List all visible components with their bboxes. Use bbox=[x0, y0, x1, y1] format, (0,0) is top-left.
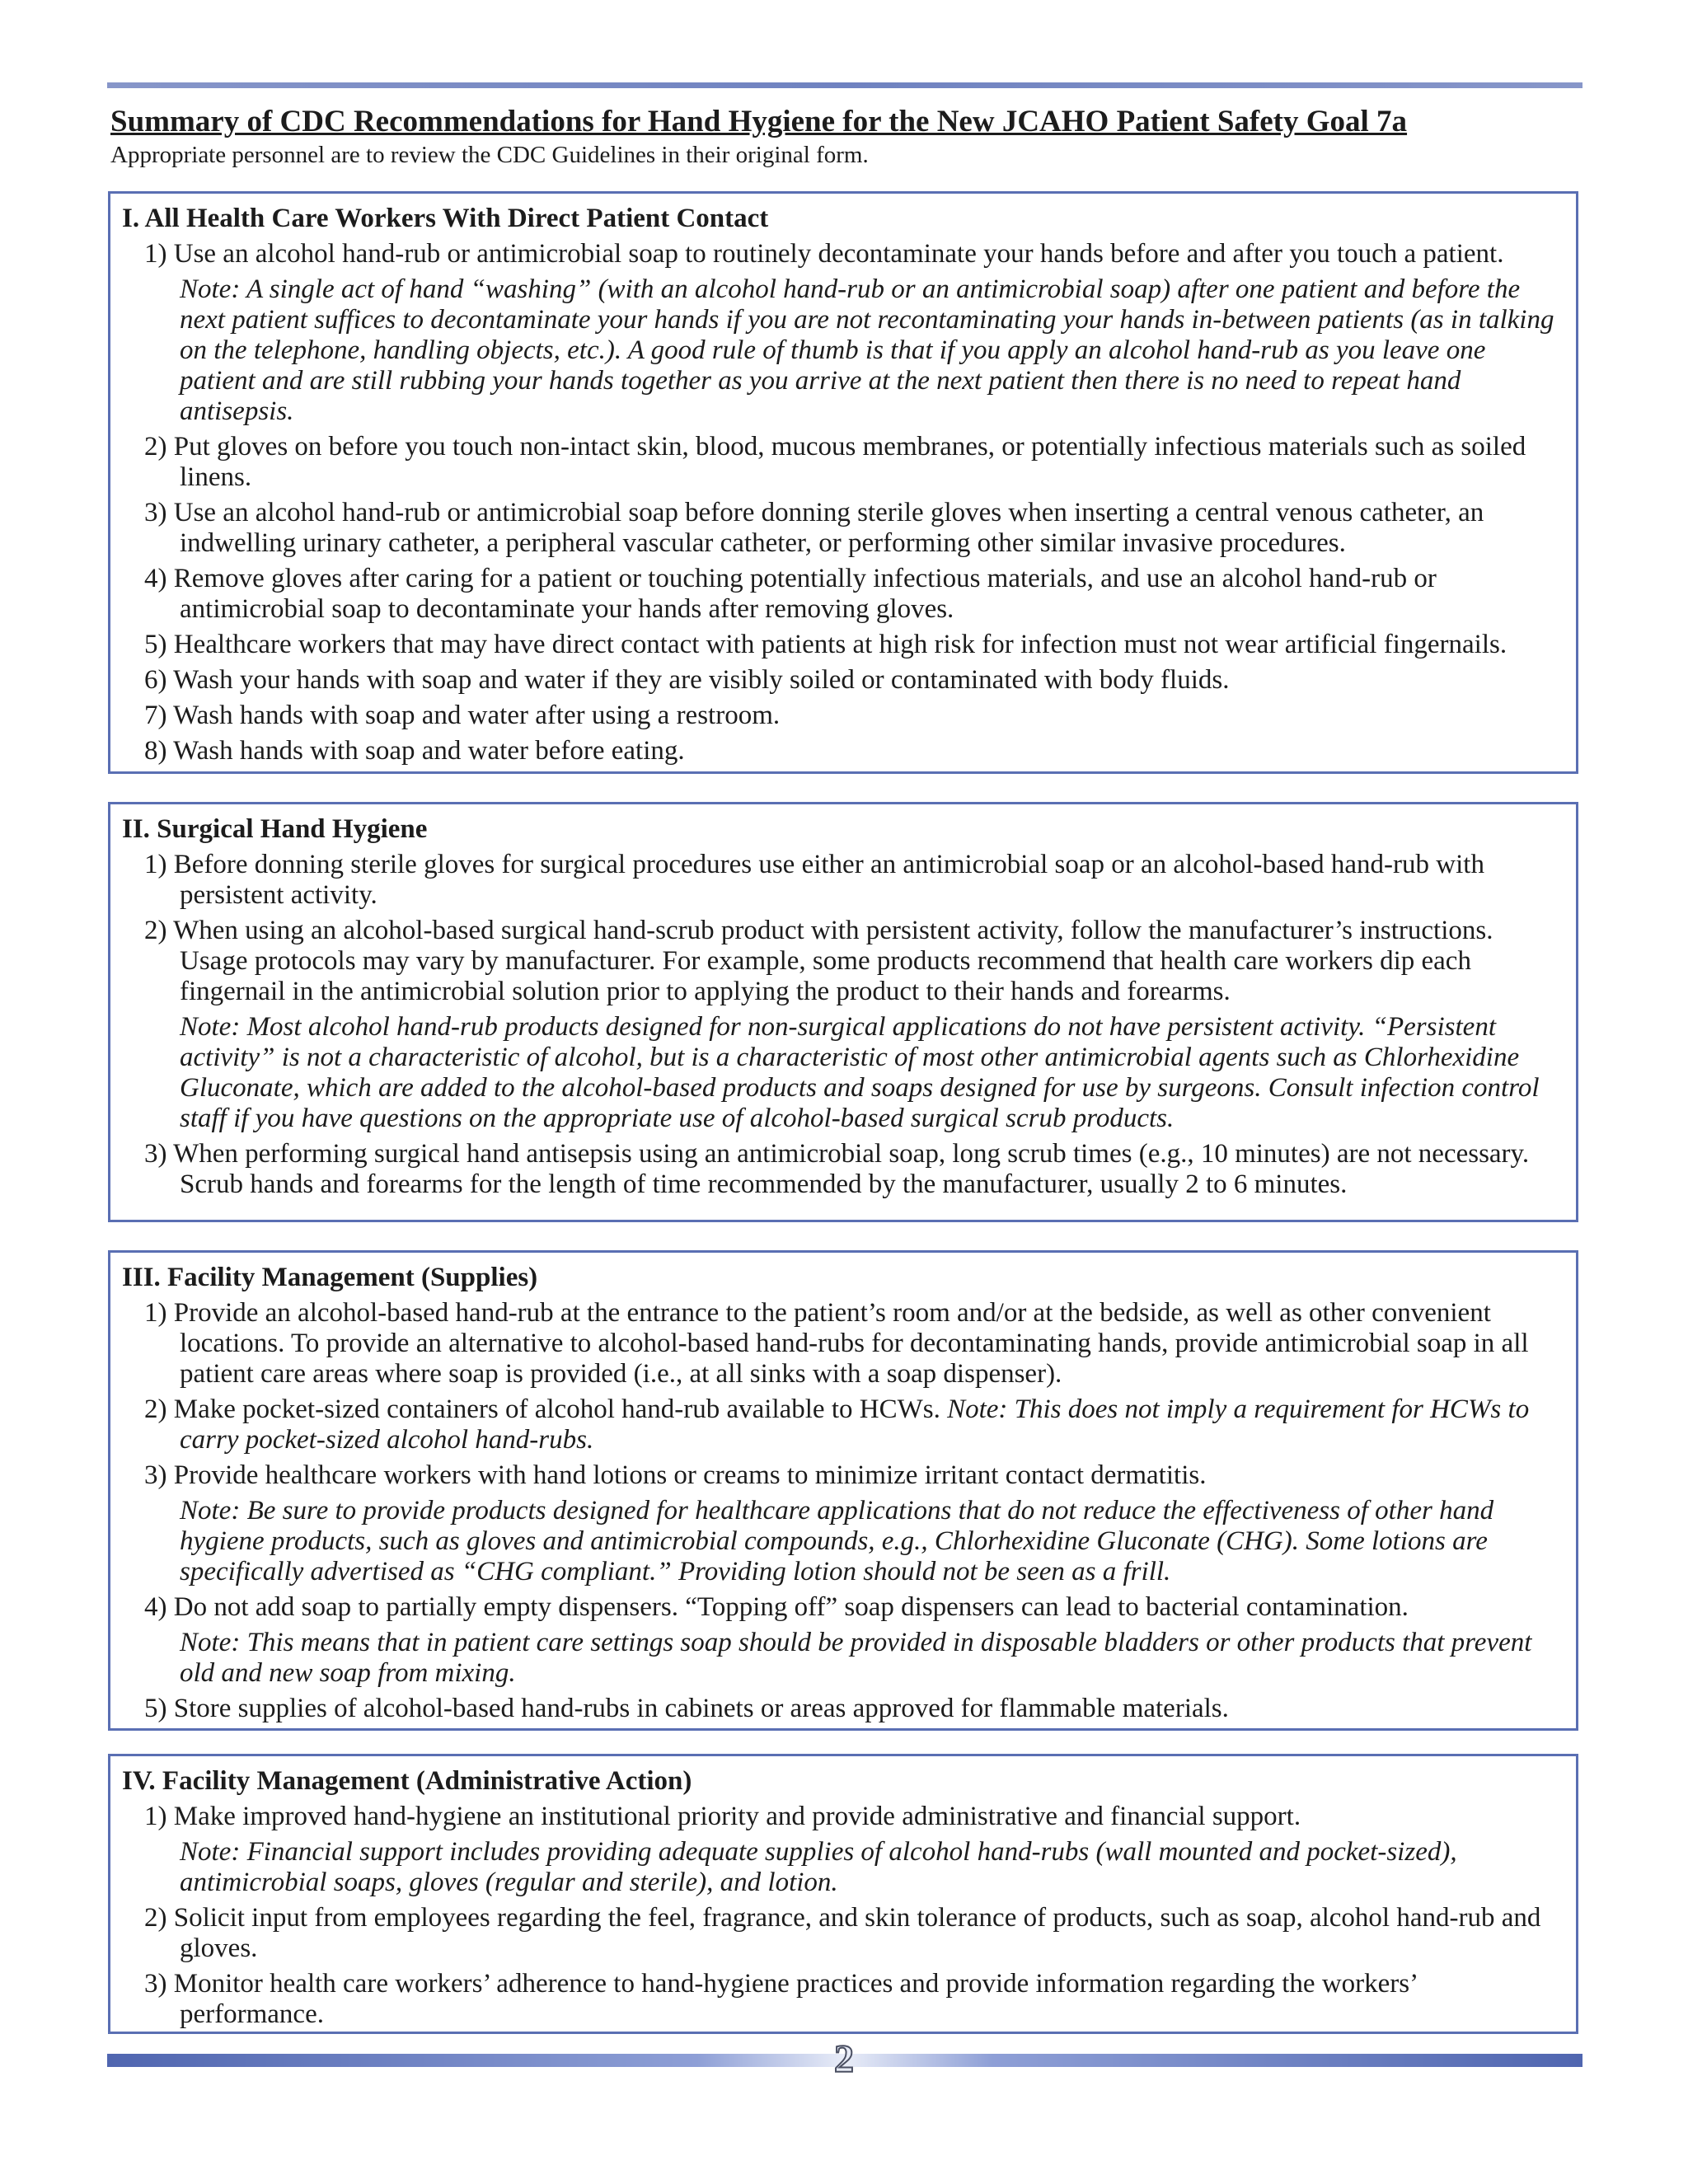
list-item: 7) Wash hands with soap and water after using a restroom. bbox=[144, 701, 781, 730]
section-title: IV. Facility Management (Administrative Action) bbox=[122, 1766, 692, 1796]
list-item: 6) Wash your hands with soap and water if they are visibly soiled or contaminated with body fluids. bbox=[144, 665, 1230, 695]
page-number: 2 bbox=[834, 2037, 854, 2081]
section-title: III. Facility Management (Supplies) bbox=[122, 1263, 538, 1292]
item-note: Note: Most alcohol hand-rub products designed for non-surgical applications do not have persistent activity. “Persistent activity” is not a characteristic of alcohol, but is a characteristic of most other antimicrobial agents such as Chlorhexidine Gluconate, which are added to the alcohol-based products and soaps designed for use by surgeons. Consult infection control staff if you have questions on the appropriate use of alcohol-based surgical scrub products. bbox=[180, 1012, 1540, 1133]
list-item: 1) Make improved hand-hygiene an institutional priority and provide administrative and financial support. bbox=[144, 1802, 1301, 1831]
section-surgical-hand-hygiene bbox=[108, 802, 1578, 1222]
list-item: 8) Wash hands with soap and water before eating. bbox=[144, 736, 685, 766]
section-title: I. All Health Care Workers With Direct Patient Contact bbox=[122, 204, 769, 233]
page-header bbox=[110, 104, 1586, 170]
list-item: 2) When using an alcohol-based surgical hand-scrub product with persistent activity, follow the manufacturer’s instructions. Usage protocols may vary by manufacturer. For example, some products recommend that health care workers dip each fingernail in the antimicrobial solution prior to applying the product to their hands and forearms. bbox=[144, 916, 1493, 1006]
section-title: II. Surgical Hand Hygiene bbox=[122, 814, 428, 844]
list-item: 1) Provide an alcohol-based hand-rub at the entrance to the patient’s room and/or at the bedside, as well as other convenient locations. To provide an alternative to alcohol-based hand-rubs for decontaminating hands, provide antimicrobial soap in all patient care areas where soap is provided (i.e., at all sinks with a soap dispenser). bbox=[144, 1298, 1529, 1389]
item-note: Note: A single act of hand “washing” (with an alcohol hand-rub or an antimicrobial soap) after one patient and before the next patient suffices to decontaminate your hands if you are not recontaminating your hands in-between patients (as in talking on the telephone, handling objects, etc.). A good rule of thumb is that if you apply an alcohol hand-rub as you leave one patient and are still rubbing your hands together as you arrive at the next patient then there is no need to repeat hand antisepsis. bbox=[180, 274, 1554, 426]
list-item: 3) Provide healthcare workers with hand lotions or creams to minimize irritant contact dermatitis. bbox=[144, 1460, 1207, 1490]
list-item: 3) Use an alcohol hand-rub or antimicrobial soap before donning sterile gloves when inserting a central venous catheter, an indwelling urinary catheter, a peripheral vascular catheter, or performing other similar invasive procedures. bbox=[144, 498, 1484, 558]
page-subtitle: Appropriate personnel are to review the CDC Guidelines in their original form. bbox=[110, 142, 869, 168]
list-item: 5) Store supplies of alcohol-based hand-rubs in cabinets or areas approved for flammable materials. bbox=[144, 1694, 1229, 1723]
page-title: Summary of CDC Recommendations for Hand Hygiene for the New JCAHO Patient Safety Goal 7a bbox=[110, 105, 1408, 138]
list-item: 4) Remove gloves after caring for a patient or touching potentially infectious materials, and use an alcohol hand-rub or antimicrobial soap to decontaminate your hands after removing gloves. bbox=[144, 564, 1437, 624]
list-item: 5) Healthcare workers that may have direct contact with patients at high risk for infection must not wear artificial fingernails. bbox=[144, 630, 1507, 659]
section-direct-patient-contact bbox=[108, 191, 1578, 774]
list-item: 2) Solicit input from employees regarding the feel, fragrance, and skin tolerance of products, such as soap, alcohol hand-rub and gloves. bbox=[144, 1903, 1541, 1963]
item-text: 2) Make pocket-sized containers of alcohol hand-rub available to HCWs. bbox=[144, 1394, 940, 1424]
section-facility-administrative bbox=[108, 1754, 1578, 2034]
list-item: 4) Do not add soap to partially empty dispensers. “Topping off” soap dispensers can lead to bacterial contamination. bbox=[144, 1592, 1409, 1622]
list-item: 1) Before donning sterile gloves for surgical procedures use either an antimicrobial soap or an alcohol-based hand-rub with persistent activity. bbox=[144, 850, 1484, 910]
item-inline-note: Note: This does not imply a requirement for HCWs to carry pocket-sized alcohol hand-rubs. bbox=[180, 1394, 1530, 1455]
list-item: 1) Use an alcohol hand-rub or antimicrobial soap to routinely decontaminate your hands before and after you touch a patient. bbox=[144, 239, 1504, 269]
item-note: Note: This means that in patient care settings soap should be provided in disposable bladders or other products that prevent old and new soap from mixing. bbox=[180, 1628, 1532, 1688]
item-note: Note: Financial support includes providing adequate supplies of alcohol hand-rubs (wall mounted and pocket-sized), antimicrobial soaps, gloves (regular and sterile), and lotion. bbox=[180, 1837, 1457, 1897]
list-item: 3) Monitor health care workers’ adherence to hand-hygiene practices and provide information regarding the workers’ performance. bbox=[144, 1969, 1417, 2029]
section-facility-supplies bbox=[108, 1250, 1578, 1731]
list-item: 3) When performing surgical hand antisepsis using an antimicrobial soap, long scrub times (e.g., 10 minutes) are not necessary. Scrub hands and forearms for the length of time recommended by the manufacturer, usually 2 to 6 minutes. bbox=[144, 1139, 1530, 1199]
list-item: 2) Put gloves on before you touch non-intact skin, blood, mucous membranes, or potentially infectious materials such as soiled linens. bbox=[144, 432, 1526, 492]
top-rule bbox=[107, 82, 1582, 88]
item-note: Note: Be sure to provide products designed for healthcare applications that do not reduce the effectiveness of other hand hygiene products, such as gloves and antimicrobial compounds, e.g., Chlorhexidine Gluconate (CHG). Some lotions are specifically advertised as “CHG compliant.” Providing lotion should not be seen as a frill. bbox=[180, 1496, 1494, 1586]
list-item bbox=[122, 1394, 1564, 1455]
